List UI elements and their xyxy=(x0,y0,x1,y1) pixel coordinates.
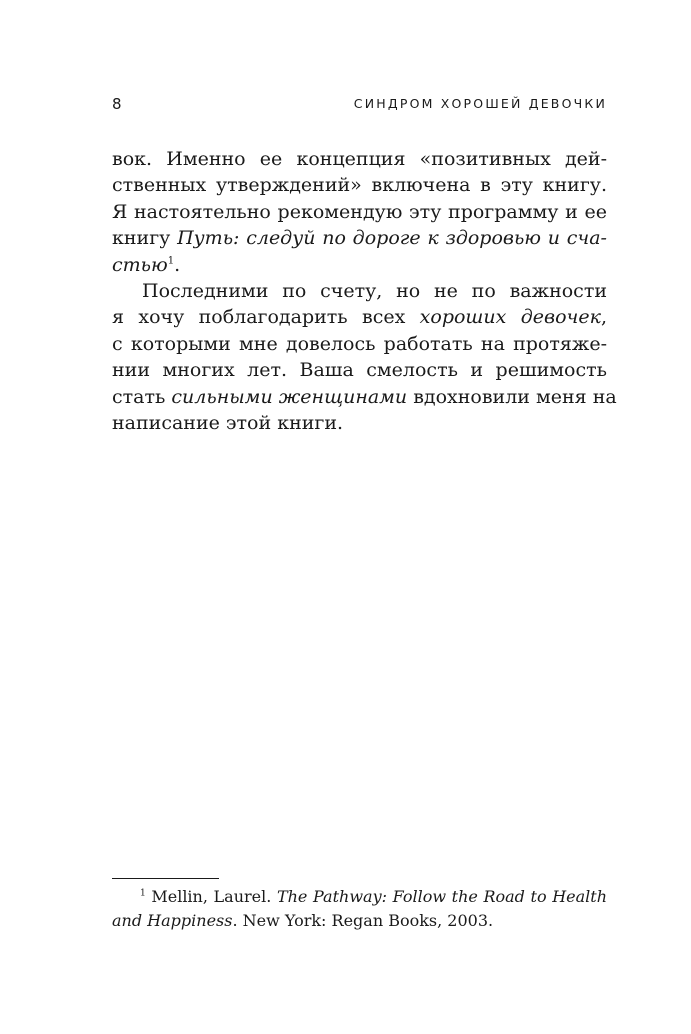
text-line xyxy=(112,225,607,251)
text-run: , xyxy=(600,306,607,329)
text-line xyxy=(112,252,607,278)
page-number: 8 xyxy=(112,95,122,113)
text-run: стать xyxy=(112,385,172,408)
text-line: Я настоятельно рекомендую эту программу и ее xyxy=(112,200,607,223)
paragraph xyxy=(112,146,607,278)
footnote-number: 1 xyxy=(140,888,146,899)
running-header xyxy=(112,94,607,114)
footnote xyxy=(112,885,607,933)
footnote-line xyxy=(112,885,607,909)
footnote-divider xyxy=(112,878,219,879)
book-title-italic: The Pathway: Follow the Road to Health xyxy=(276,887,608,906)
emphasis-italic: хороших девочек xyxy=(419,306,601,329)
text-line xyxy=(112,304,607,330)
text-line: ственных утверждений» включена в эту книгу. xyxy=(112,174,607,197)
running-title: СИНДРОМ ХОРОШЕЙ ДЕВОЧКИ xyxy=(353,96,607,111)
main-text xyxy=(112,146,617,436)
text-line: написание этой книги. xyxy=(112,411,344,434)
text-run: . New York: Regan Books, 2003. xyxy=(232,911,494,930)
text-line: с которыми мне довелось работать на протяже- xyxy=(112,332,607,355)
text-line: вок. Именно ее концепция «позитивных дей- xyxy=(112,148,607,170)
text-run: книгу xyxy=(112,227,178,250)
text-line: Последними по счету, но не по важности xyxy=(142,279,607,302)
text-run: вдохновили меня на xyxy=(407,385,617,408)
text-run: я хочу поблагодарить всех xyxy=(112,306,420,329)
text-line xyxy=(112,384,617,410)
footnote-line xyxy=(112,909,607,933)
emphasis-italic: сильными женщинами xyxy=(171,385,408,408)
text-line: нии многих лет. Ваша смелость и решимость xyxy=(112,359,607,382)
footnote-reference[interactable]: 1 xyxy=(167,255,175,267)
book-title-italic: Путь: следуй по дороге к здоровью и сча- xyxy=(177,227,607,250)
book-title-italic: стью xyxy=(112,253,168,276)
book-title-italic: and Happiness xyxy=(112,911,233,930)
paragraph xyxy=(112,278,617,436)
text-run: Mellin, Laurel. xyxy=(145,887,277,906)
text-run: . xyxy=(174,253,181,276)
